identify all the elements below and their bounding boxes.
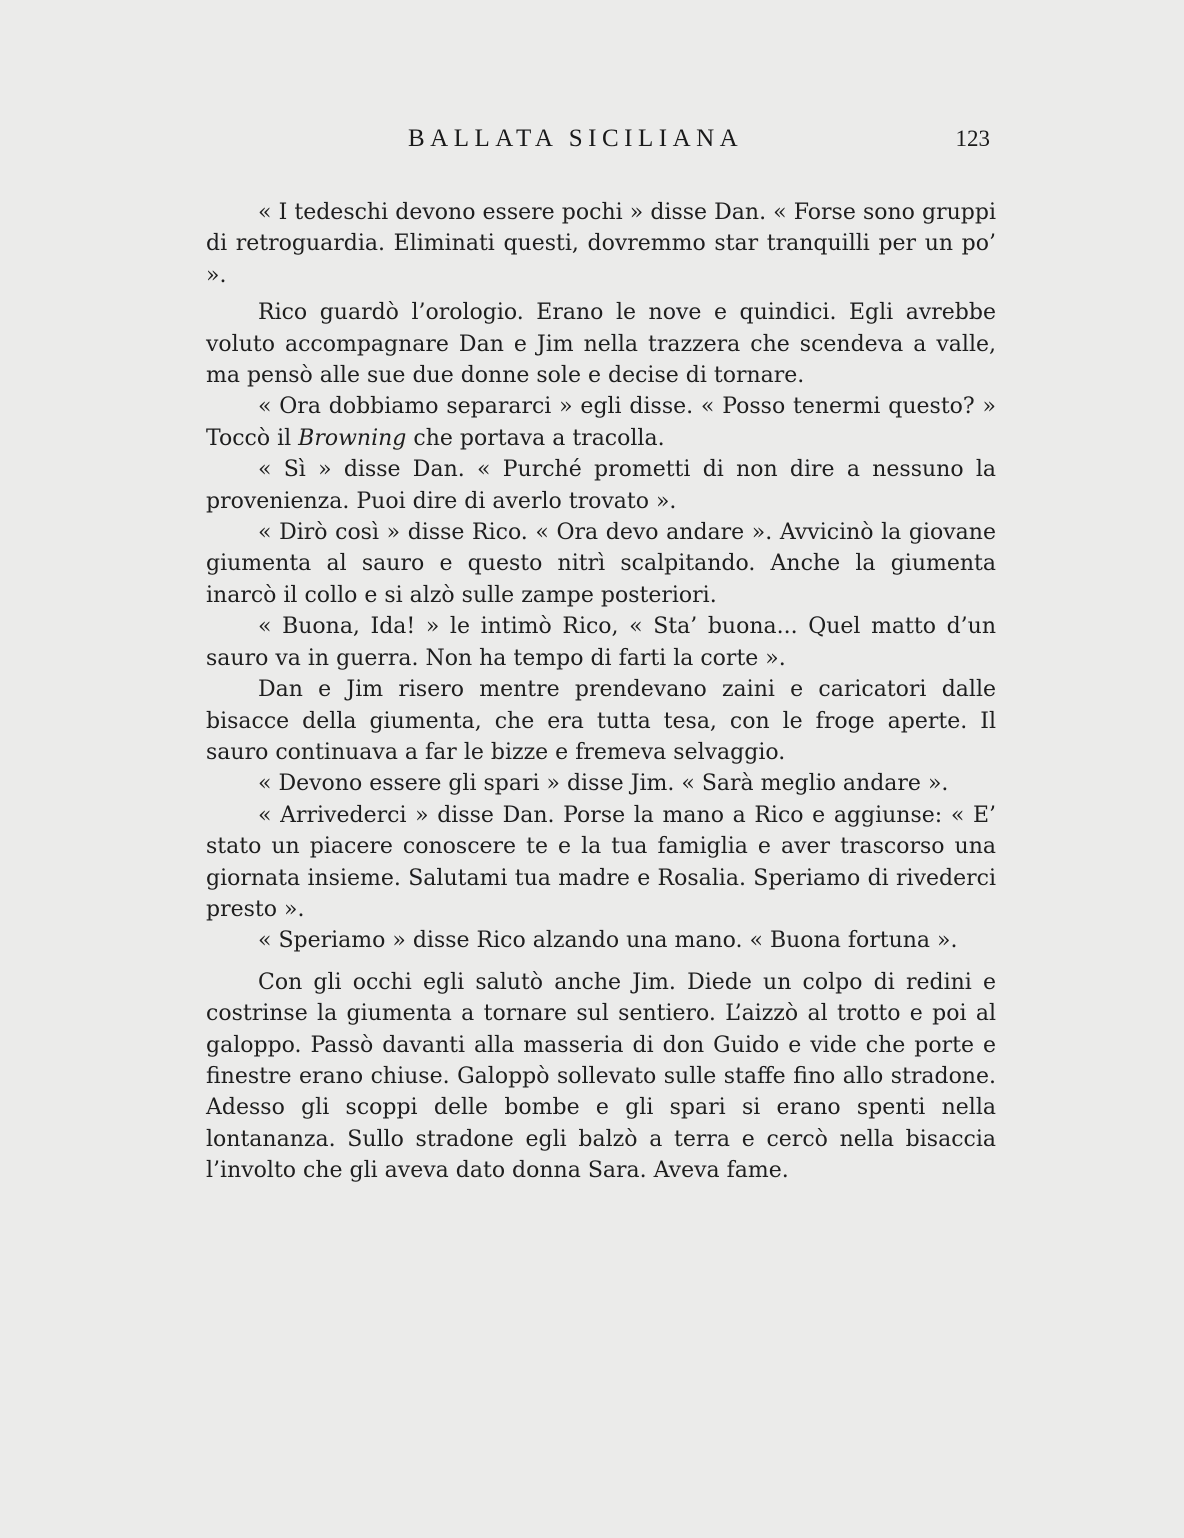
paragraph: Rico guardò l’orologio. Erano le nove e quindici. Egli avrebbe voluto accompagnare Dan e Jim nella trazzera che scendeva a valle, ma pensò alle sue due donne sole e decise di tornare.	[206, 300, 996, 389]
body-text	[206, 197, 996, 1187]
paragraph	[206, 391, 996, 454]
paragraph: « Devono essere gli spari » disse Jim. « Sarà meglio andare ».	[258, 771, 949, 797]
paragraph: « I tedeschi devono essere pochi » disse Dan. « Forse sono gruppi di retroguardia. Eliminati questi, dovremmo star tranquilli per un po’ ».	[206, 200, 996, 288]
page-number: 123	[955, 126, 990, 151]
paragraph-text: « Ora dobbiamo separarci » egli disse. « Posso tenermi questo? » Toccò il	[206, 394, 996, 451]
paragraph: « Speriamo » disse Rico alzando una mano. « Buona fortuna ».	[258, 928, 958, 954]
paragraph: Con gli occhi egli salutò anche Jim. Diede un colpo di redini e costrinse la giumenta a tornare sul sentiero. L’aizzò al trotto e poi al galoppo. Passò davanti alla masseria di don Guido e vide che porte e finestre erano chiuse. Galoppò sollevato sulle staffe fino allo stradone. Adesso gli scoppi delle bombe e gli spari si erano spenti nella lontananza. Sullo stradone egli balzò a terra e cercò nella bisaccia l’involto che gli aveva dato donna Sara. Aveva fame.	[206, 969, 996, 1184]
italic-title: Browning	[298, 425, 407, 451]
running-title: BALLATA SICILIANA	[408, 125, 744, 152]
paragraph: « Dirò così » disse Rico. « Ora devo andare ». Avvicinò la giovane giumenta al sauro e questo nitrì scalpitando. Anche la giumenta inarcò il collo e si alzò sulle zampe posteriori.	[206, 520, 996, 608]
paragraph: « Sì » disse Dan. « Purché prometti di non dire a nessuno la provenienza. Puoi dire di averlo trovato ».	[206, 457, 996, 514]
paragraph-text: che portava a tracolla.	[406, 425, 665, 451]
paragraph: Dan e Jim risero mentre prendevano zaini e caricatori dalle bisacce della giumenta, che era tutta tesa, con le froge aperte. Il sauro continuava a far le bizze e fremeva selvaggio.	[206, 677, 996, 765]
running-head	[210, 122, 1000, 156]
paragraph: « Buona, Ida! » le intimò Rico, « Sta’ buona... Quel matto d’un sauro va in guerra. Non ha tempo di farti la corte ».	[206, 614, 996, 671]
paragraph: « Arrivederci » disse Dan. Porse la mano a Rico e aggiunse: « E’ stato un piacere conoscere te e la tua famiglia e aver trascorso una giornata insieme. Salutami tua madre e Rosalia. Speriamo di rivederci presto ».	[206, 802, 996, 922]
